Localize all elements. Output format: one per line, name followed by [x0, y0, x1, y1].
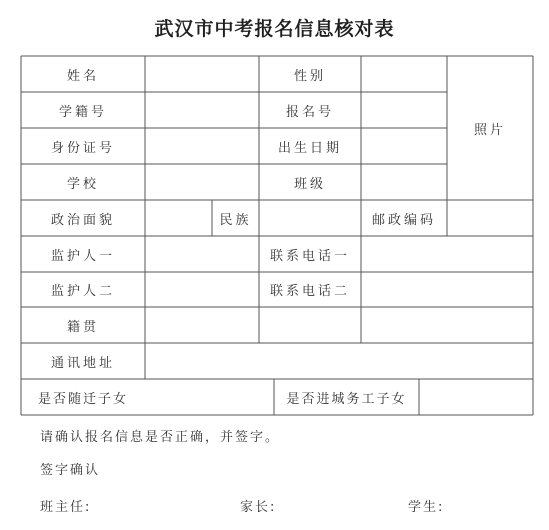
label-id-number: 身份证号 — [50, 140, 115, 156]
input-registration-no[interactable] — [361, 92, 447, 128]
photo-box[interactable]: 照片 — [473, 122, 506, 138]
input-birth-date[interactable] — [361, 128, 447, 164]
input-school[interactable] — [145, 164, 259, 200]
input-gender[interactable] — [361, 56, 447, 92]
input-guardian-1[interactable] — [145, 236, 259, 272]
label-class: 班级 — [293, 176, 326, 192]
input-class[interactable] — [361, 164, 447, 200]
label-postal-code: 邮政编码 — [371, 212, 436, 228]
label-address: 通讯地址 — [50, 355, 115, 371]
signature-confirm-label: 签字确认 — [40, 463, 101, 478]
input-student-id[interactable] — [145, 92, 259, 128]
input-native-place[interactable] — [145, 307, 259, 343]
label-phone-2: 联系电话二 — [269, 284, 350, 299]
label-migrant-child: 是否随迁子女 — [37, 391, 128, 407]
label-name: 姓名 — [66, 68, 99, 84]
label-urban-worker-child: 是否进城务工子女 — [286, 391, 407, 407]
input-phone-1[interactable] — [361, 236, 533, 272]
label-birth-date: 出生日期 — [277, 140, 342, 156]
label-gender: 性别 — [293, 68, 326, 84]
input-ethnicity[interactable] — [259, 200, 361, 236]
input-urban-worker-child[interactable] — [419, 379, 533, 415]
head-teacher-signature[interactable]: 班主任: — [40, 500, 92, 515]
label-guardian-2: 监护人二 — [50, 284, 115, 299]
label-guardian-1: 监护人一 — [50, 248, 115, 264]
input-address[interactable] — [145, 343, 533, 379]
input-migrant-child[interactable] — [145, 379, 274, 415]
label-ethnicity: 民族 — [219, 212, 252, 228]
label-phone-1: 联系电话一 — [269, 248, 350, 264]
parent-signature[interactable]: 家长: — [240, 500, 277, 515]
student-signature[interactable]: 学生: — [408, 500, 445, 515]
label-native-place: 籍贯 — [66, 319, 99, 335]
label-political-status: 政治面貌 — [50, 212, 115, 228]
input-phone-2[interactable] — [361, 272, 533, 307]
input-postal-code[interactable] — [447, 200, 533, 236]
page-title: 武汉市中考报名信息核对表 — [154, 18, 395, 40]
input-political-status[interactable] — [145, 200, 212, 236]
label-student-id: 学籍号 — [58, 104, 107, 120]
input-name[interactable] — [145, 56, 259, 92]
confirm-instruction: 请确认报名信息是否正确，并签字。 — [40, 430, 281, 445]
label-school: 学校 — [66, 176, 99, 192]
input-id-number[interactable] — [145, 128, 259, 164]
label-registration-no: 报名号 — [285, 104, 334, 120]
input-guardian-2[interactable] — [145, 272, 259, 307]
